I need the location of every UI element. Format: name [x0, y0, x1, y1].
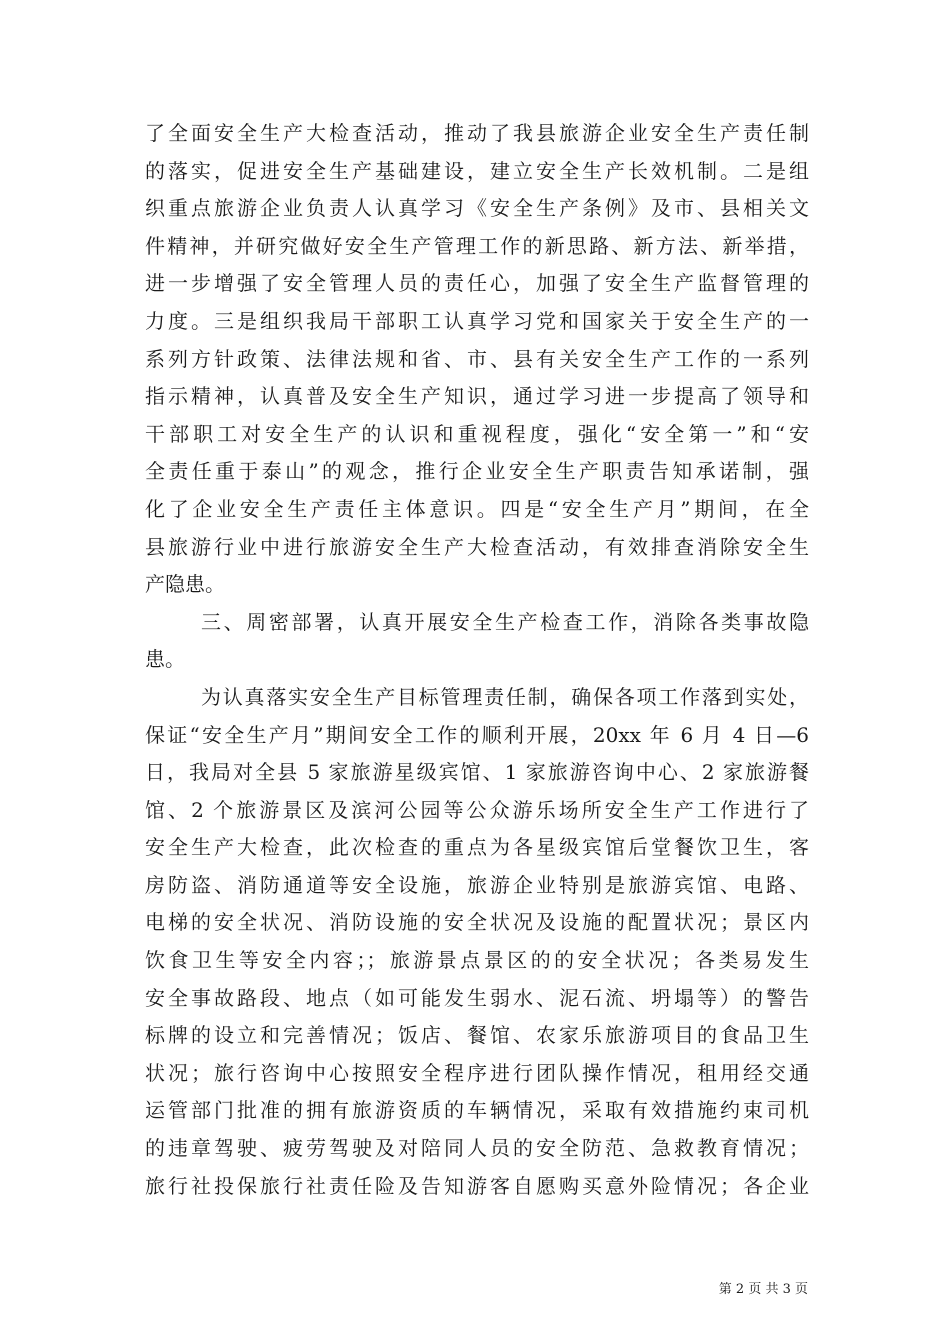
text-line: 为认真落实安全生产目标管理责任制，确保各项工作落到实处， — [201, 684, 809, 709]
text-line: 产隐患。 — [145, 572, 225, 597]
text-line: 房防盗、消防通道等安全设施，旅游企业特别是旅游宾馆、电路、 — [145, 872, 809, 897]
text-line: 系列方针政策、法律法规和省、市、县有关安全生产工作的一系列 — [145, 346, 809, 371]
text-line: 电梯的安全状况、消防设施的安全状况及设施的配置状况；景区内 — [145, 910, 809, 935]
body-text — [145, 115, 809, 1205]
text-line: 化了企业安全生产责任主体意识。四是“安全生产月”期间，在全 — [145, 496, 809, 521]
text-line: 了全面安全生产大检查活动，推动了我县旅游企业安全生产责任制 — [145, 121, 809, 145]
text-line: 织重点旅游企业负责人认真学习《安全生产条例》及市、县相关文 — [145, 196, 809, 221]
text-line: 标牌的设立和完善情况；饭店、餐馆、农家乐旅游项目的食品卫生 — [145, 1023, 809, 1048]
text-line: 饮食卫生等安全内容；；旅游景点景区的的安全状况；各类易发生 — [145, 948, 809, 973]
page-number: 第 2 页 共 3 页 — [718, 1282, 808, 1297]
text-line: 安全生产大检查，此次检查的重点为各星级宾馆后堂餐饮卫生，客 — [145, 835, 809, 860]
text-line: 安全事故路段、地点（如可能发生弱水、泥石流、坍塌等）的警告 — [145, 985, 809, 1010]
text-line: 的违章驾驶、疲劳驾驶及对陪同人员的安全防范、急救教育情况； — [145, 1136, 809, 1161]
text-line: 县旅游行业中进行旅游安全生产大检查活动，有效排查消除安全生 — [145, 534, 809, 559]
text-line: 指示精神，认真普及安全生产知识，通过学习进一步提高了领导和 — [145, 384, 809, 409]
text-line: 状况；旅行咨询中心按照安全程序进行团队操作情况，租用经交通 — [145, 1060, 809, 1085]
text-line: 馆、2 个旅游景区及滨河公园等公众游乐场所安全生产工作进行了 — [145, 797, 809, 822]
text-line: 件精神，并研究做好安全生产管理工作的新思路、新方法、新举措， — [145, 233, 809, 258]
text-line: 干部职工对安全生产的认识和重视程度，强化“安全第一”和“安 — [145, 421, 809, 446]
text-line: 保证“安全生产月”期间安全工作的顺利开展，20xx 年 6 月 4 日—6 — [145, 722, 809, 747]
text-line: 的落实，促进安全生产基础建设，建立安全生产长效机制。二是组 — [145, 158, 809, 183]
text-line: 运管部门批准的拥有旅游资质的车辆情况，采取有效措施约束司机 — [145, 1098, 809, 1123]
text-line: 患。 — [145, 647, 185, 672]
text-line: 旅行社投保旅行社责任险及告知游客自愿购买意外险情况；各企业 — [145, 1173, 809, 1198]
text-line: 进一步增强了安全管理人员的责任心，加强了安全生产监督管理的 — [145, 271, 809, 296]
text-line: 三、周密部署，认真开展安全生产检查工作，消除各类事故隐 — [201, 609, 809, 634]
text-line: 力度。三是组织我局干部职工认真学习党和国家关于安全生产的一 — [145, 308, 809, 333]
text-line: 日，我局对全县 5 家旅游星级宾馆、1 家旅游咨询中心、2 家旅游餐 — [145, 760, 809, 785]
text-line: 全责任重于泰山”的观念，推行企业安全生产职责告知承诺制，强 — [145, 459, 809, 484]
